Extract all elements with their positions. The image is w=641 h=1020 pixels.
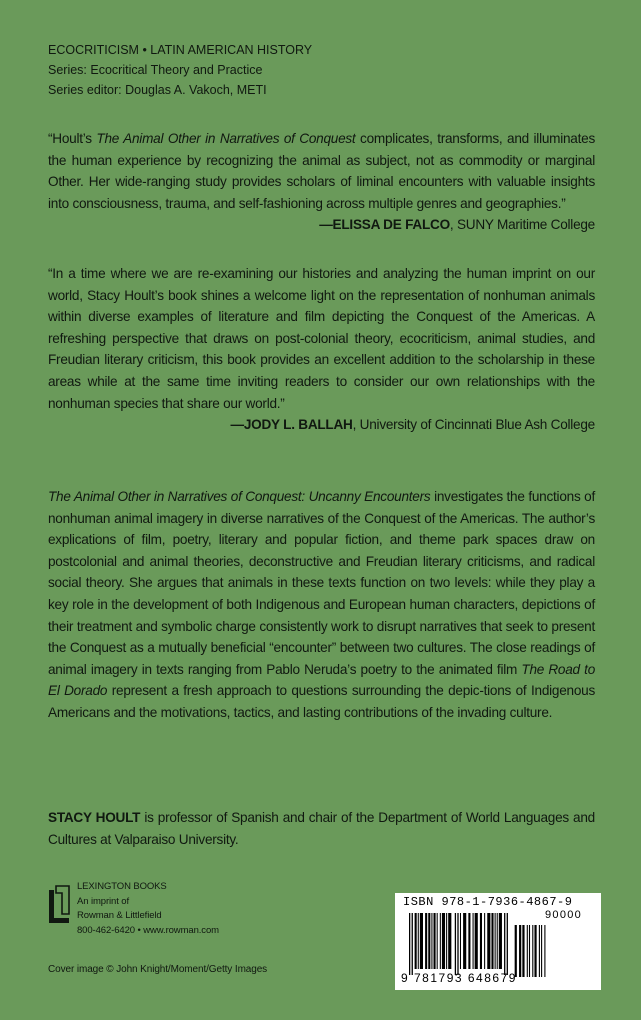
subject-categories: ECOCRITICISM • LATIN AMERICAN HISTORY — [48, 43, 313, 57]
book-description: The Animal Other in Narratives of Conquest: Uncanny Encounters investigates the functions of nonhuman animal imagery in diverse narratives of the Conquest of the Americas. The author’s explications of film, poetry, literary and popular fiction, and theme park spaces draw on postcolonial and animal theories, deconstructive and Freudian literary criticisms, and radical social theory. She argues that animals in these texts function on two levels: while they play a key role in the development of both Indigenous and European human characters, depictions of their treatment and symbolic charge consistently work to disrupt narratives that seek to present the Conquest as a mutually beneficial “encounter” between two cultures. The close readings of animal imagery in texts ranging from Pablo Neruda’s poetry to the animated film The Road to El Dorado represent a fresh approach to questions surrounding the depic-tions of Indigenous Americans and the motivations, tactics, and lasting contributions of the invading culture. — [48, 489, 596, 720]
barcode-bar — [415, 913, 417, 969]
barcode-bar — [499, 913, 502, 969]
endorser-1-name: —ELISSA DE FALCO — [319, 217, 450, 233]
barcode-bar — [497, 913, 498, 969]
header-block — [48, 40, 312, 100]
publisher-parent: Rowman & Littlefield — [77, 910, 162, 922]
cover-image-credit: Cover image © John Knight/Moment/Getty Images — [48, 964, 268, 975]
barcode-bar — [480, 913, 482, 969]
description-film-title: The Road to El Dorado — [48, 661, 596, 699]
barcode-bar — [491, 913, 493, 969]
barcode-bar — [504, 913, 505, 975]
barcode-bar — [522, 925, 524, 977]
isbn-number: ISBN 978-1-7936-4867-9 — [403, 895, 573, 909]
barcode-bar — [475, 913, 478, 969]
publisher-name: LEXINGTON BOOKS — [77, 881, 167, 892]
publisher-block — [77, 880, 219, 938]
endorsement-2-attribution — [48, 414, 595, 436]
barcode-bar — [455, 913, 456, 975]
endorser-1-affiliation: , SUNY Maritime College — [449, 217, 595, 233]
barcode-bar — [420, 913, 423, 969]
endorsement-2 — [48, 263, 595, 436]
series-editor: Series editor: Douglas A. Vakoch, METI — [48, 83, 267, 97]
barcode-bar — [425, 913, 427, 969]
author-name: STACY HOULT — [48, 810, 141, 825]
endorsement-1-book-title: The Animal Other in Narratives of Conquest — [96, 131, 356, 146]
barcode-bar — [448, 913, 451, 969]
price-addon-digits: 90000 — [545, 909, 583, 921]
lexington-logo-icon — [48, 884, 70, 924]
barcode-bar — [409, 913, 410, 975]
barcode-bar — [534, 925, 536, 977]
barcode-bar — [487, 913, 490, 969]
barcode-bar — [507, 913, 508, 975]
endorser-2-name: —JODY L. BALLAH — [230, 417, 353, 433]
endorsement-1-text: “Hoult’s The Animal Other in Narratives of Conquest complicates, transforms, and illuminates the human experience by recognizing the animal as subject, not as commodity or marginal Other. Her wide-ranging study provides scholars of liminal encounters with valuable insights into consciousness, trauma, and self-fashioning across multiple genres and geographies.” — [48, 131, 595, 211]
barcode-bar — [418, 913, 419, 969]
barcode-bar — [544, 925, 545, 977]
barcode-bar — [529, 925, 530, 977]
barcode-bar — [539, 925, 540, 977]
isbn-barcode — [395, 893, 601, 990]
barcode-bar — [428, 913, 430, 969]
ean-digits: 9 781793 648679 — [401, 971, 517, 985]
endorser-2-affiliation: , University of Cincinnati Blue Ash College — [352, 417, 595, 433]
endorsement-1-attribution — [48, 214, 595, 236]
barcode-bar — [527, 925, 528, 977]
barcode-bar — [495, 913, 496, 969]
barcode-bar — [515, 925, 517, 977]
author-bio — [48, 807, 595, 850]
barcode-bar — [460, 913, 461, 969]
barcode-bar — [431, 913, 432, 969]
endorsement-2-text: “In a time where we are re-examining our histories and analyzing the human imprint on our world, Stacy Hoult’s book shines a welcome light on the representation of nonhuman animals within diverse examples of literature and film depicting the Conquest of the Americas. A refreshing perspective that draws on post-colonial theory, ecocriticism, animal studies, and Freudian literary criticism, this book provides an excellent addition to the scholarship in these areas while at the same time inviting readers to consider our own relationships with the nonhuman species that share our world.” — [48, 266, 595, 411]
barcode-bar — [468, 913, 470, 969]
barcode-bar — [473, 913, 474, 969]
barcode-bar — [457, 913, 458, 975]
barcode-bar — [519, 925, 521, 977]
barcode-bar — [541, 925, 542, 977]
barcode-bar — [434, 913, 436, 969]
description-book-title: The Animal Other in Narratives of Conquest: Uncanny Encounters — [48, 489, 431, 504]
author-bio-text: is professor of Spanish and chair of the Department of World Languages and Cultures at Valparaiso University. — [48, 810, 595, 847]
barcode-bar — [442, 913, 445, 969]
publisher-imprint-line: An imprint of — [77, 895, 130, 907]
barcode-bar — [412, 913, 413, 975]
barcode-bar — [446, 913, 447, 969]
barcode-bar — [463, 913, 466, 969]
series-name: Series: Ecocritical Theory and Practice — [48, 63, 263, 77]
barcode-bar — [532, 925, 533, 977]
barcode-bar — [484, 913, 485, 969]
endorsement-1 — [48, 128, 595, 236]
barcode-bar — [440, 913, 441, 969]
barcode-bar — [437, 913, 438, 969]
publisher-contact: 800-462-6420 • www.rowman.com — [77, 924, 219, 936]
